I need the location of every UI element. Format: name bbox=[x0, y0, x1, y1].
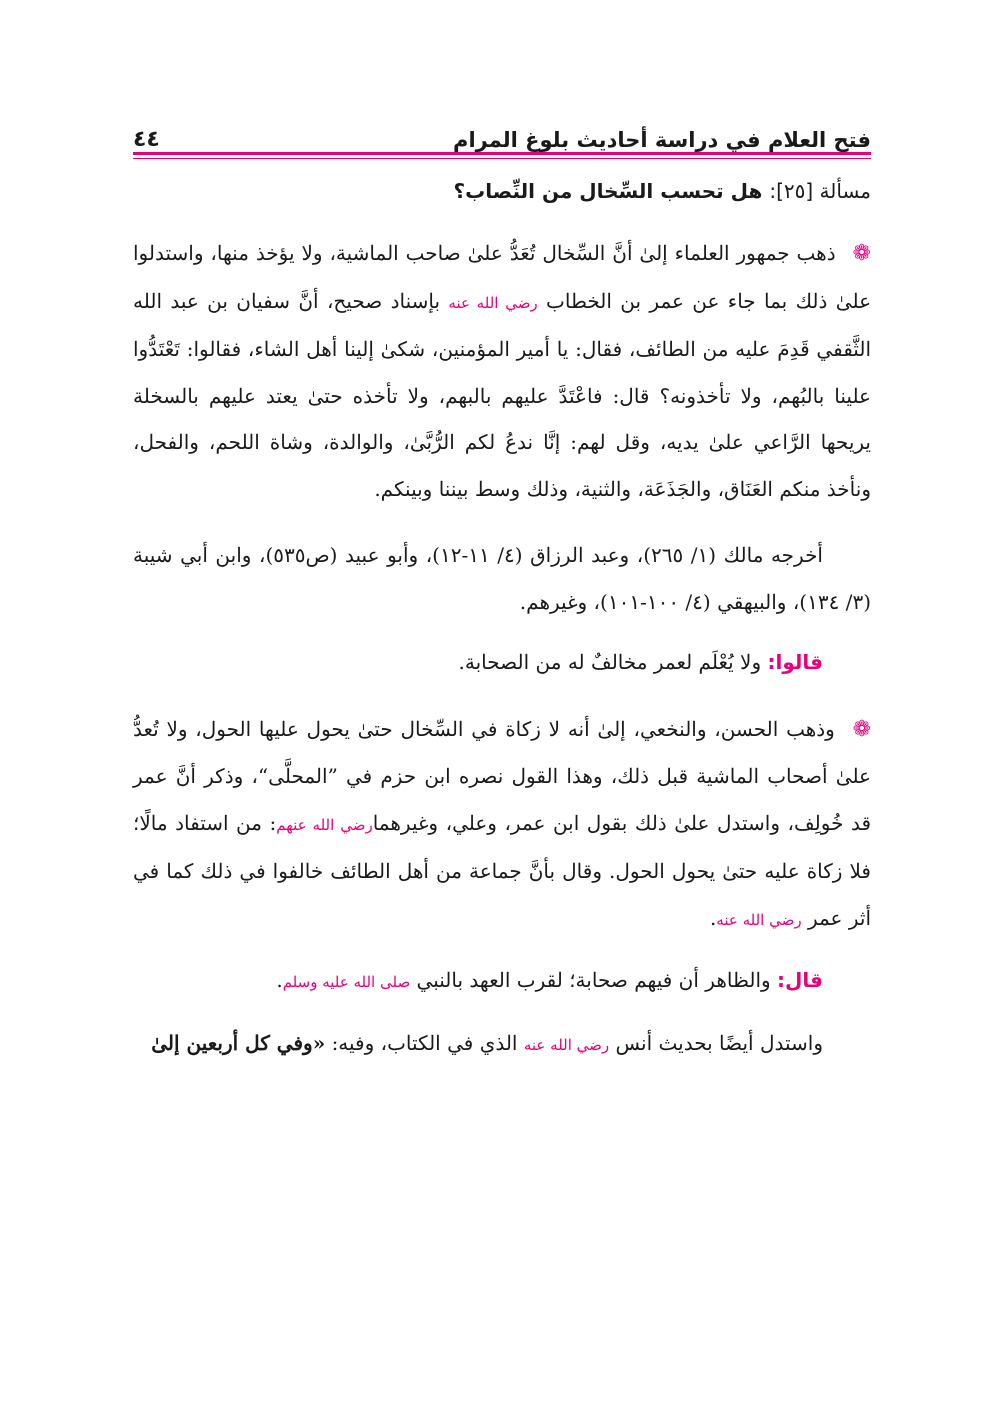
book-title: ”المحلَّى“، bbox=[251, 764, 338, 788]
page-number: ٤٤ bbox=[133, 127, 160, 152]
running-title: فتح العلام في دراسة أحاديث بلوغ المرام bbox=[453, 128, 871, 152]
text-line: لكم الرُّبَّىٰ، والوالدة، وشاة اللحم، والفحل، ونأخذ منكم العَنَاق، والجَذَعَة، bbox=[133, 430, 871, 501]
text-line: (ص٥٣٥)، وابن أبي شيبة (٣/ ١٣٤)، والبيهقي (٤/ ١٠٠-١٠١)، وغيرهم. bbox=[133, 543, 871, 614]
text-line: وذهب الحسن، والنخعي، إلىٰ أنه لا زكاة في السِّخال حتىٰ يحول عليها bbox=[258, 716, 835, 741]
text-line: الحول، ولا تُعدُّ علىٰ أصحاب الماشية قبل ذلك، وهذا القول نصره ابن حزم في bbox=[133, 716, 871, 788]
question-heading bbox=[133, 168, 871, 214]
honorific-glyph: رضي الله عنه bbox=[448, 293, 538, 312]
honorific-glyph: رضي الله عنهم bbox=[276, 815, 373, 834]
question-number: مسألة [٢٥]: bbox=[769, 179, 871, 203]
flower-ornament-icon: ❁ bbox=[852, 241, 871, 266]
header-rule-thick bbox=[133, 152, 871, 155]
final-paragraph bbox=[133, 1020, 871, 1069]
text-line: ولا تأخذه حتىٰ يعتد عليهم بالسخلة يريحها الرَّاعي علىٰ يديه، وقل لهم: إنَّا ندعُ bbox=[133, 383, 871, 454]
flower-ornament-icon: ❁ bbox=[852, 716, 872, 742]
question-text: هل تحسب السِّخال من النِّصاب؟ bbox=[453, 179, 763, 203]
text-line: سفيان بن عبد الله الثَّقفي قَدِمَ عليه من الطائف، فقال: يا أمير المؤمنين، شكىٰ إلينا bbox=[133, 288, 871, 361]
honorific-glyph: رضي الله عنه bbox=[523, 1035, 610, 1054]
header-rule-thin bbox=[133, 158, 871, 159]
text-line: وذكر أنَّ عمر قد خُولِف، واستدل علىٰ ذلك بقول ابن عمر، وعلي، bbox=[133, 764, 872, 835]
takhrij-paragraph bbox=[133, 532, 871, 625]
qala-label: قال: bbox=[777, 968, 823, 992]
text-line: ذهب جمهور العلماء إلىٰ أنَّ السِّخال تُعَدُّ علىٰ صاحب الماشية، ولا يؤخذ bbox=[255, 241, 836, 265]
text-line: أخرجه مالك (١/ ٢٦٥)، وعبد الرزاق (٤/ ١١-١٢)، وأبو عبيد bbox=[345, 543, 823, 567]
page-body bbox=[133, 168, 871, 1068]
qala-paragraph bbox=[133, 957, 871, 1006]
text-line: أهل الشاء، فقالوا: تَعْتَدُّوا علينا بالبُهم، ولا تأخذونه؟ قال: فاعْتَدَّ عليهم بالبهم، bbox=[133, 337, 871, 408]
text-line: من أهل الطائف خالفوا في ذلك كما في أثر عمر bbox=[133, 859, 871, 930]
text-line: ولا يُعْلَم لعمر مخالفٌ له من الصحابة. bbox=[458, 650, 762, 674]
text-line: منها، واستدلوا علىٰ ذلك بما جاء عن عمر بن الخطاب bbox=[133, 241, 872, 313]
text-line: . bbox=[709, 905, 717, 930]
honorific-glyph: رضي الله عنه bbox=[716, 910, 802, 929]
text-line: والثنية، وذلك وسط بيننا وبينكم. bbox=[374, 476, 632, 501]
hadith-quote: «وفي كل أربعين إلىٰ bbox=[151, 1030, 326, 1055]
majority-opinion-paragraph bbox=[133, 230, 871, 512]
text-line: . bbox=[276, 968, 283, 992]
text-line: : من استفاد مالًا؛ فلا زكاة عليه حتىٰ يحول الحول. وقال بأنَّ جماعة bbox=[133, 810, 871, 883]
honorific-glyph: صلى الله عليه وسلم bbox=[282, 973, 411, 991]
qalu-label: قالوا: bbox=[767, 650, 823, 674]
text-line: بإسناد صحيح، أنَّ bbox=[298, 288, 441, 313]
text-line: الذي في الكتاب، وفيه: bbox=[331, 1030, 518, 1055]
text-line: والظاهر أن فيهم صحابة؛ لقرب العهد بالنبي bbox=[416, 968, 771, 992]
text-line: وغيرهما bbox=[372, 810, 439, 835]
text-line: واستدل أيضًا بحديث أنس bbox=[615, 1030, 823, 1055]
page-header bbox=[133, 108, 871, 152]
qalu-paragraph bbox=[133, 639, 871, 686]
minority-opinion-paragraph bbox=[133, 706, 871, 944]
